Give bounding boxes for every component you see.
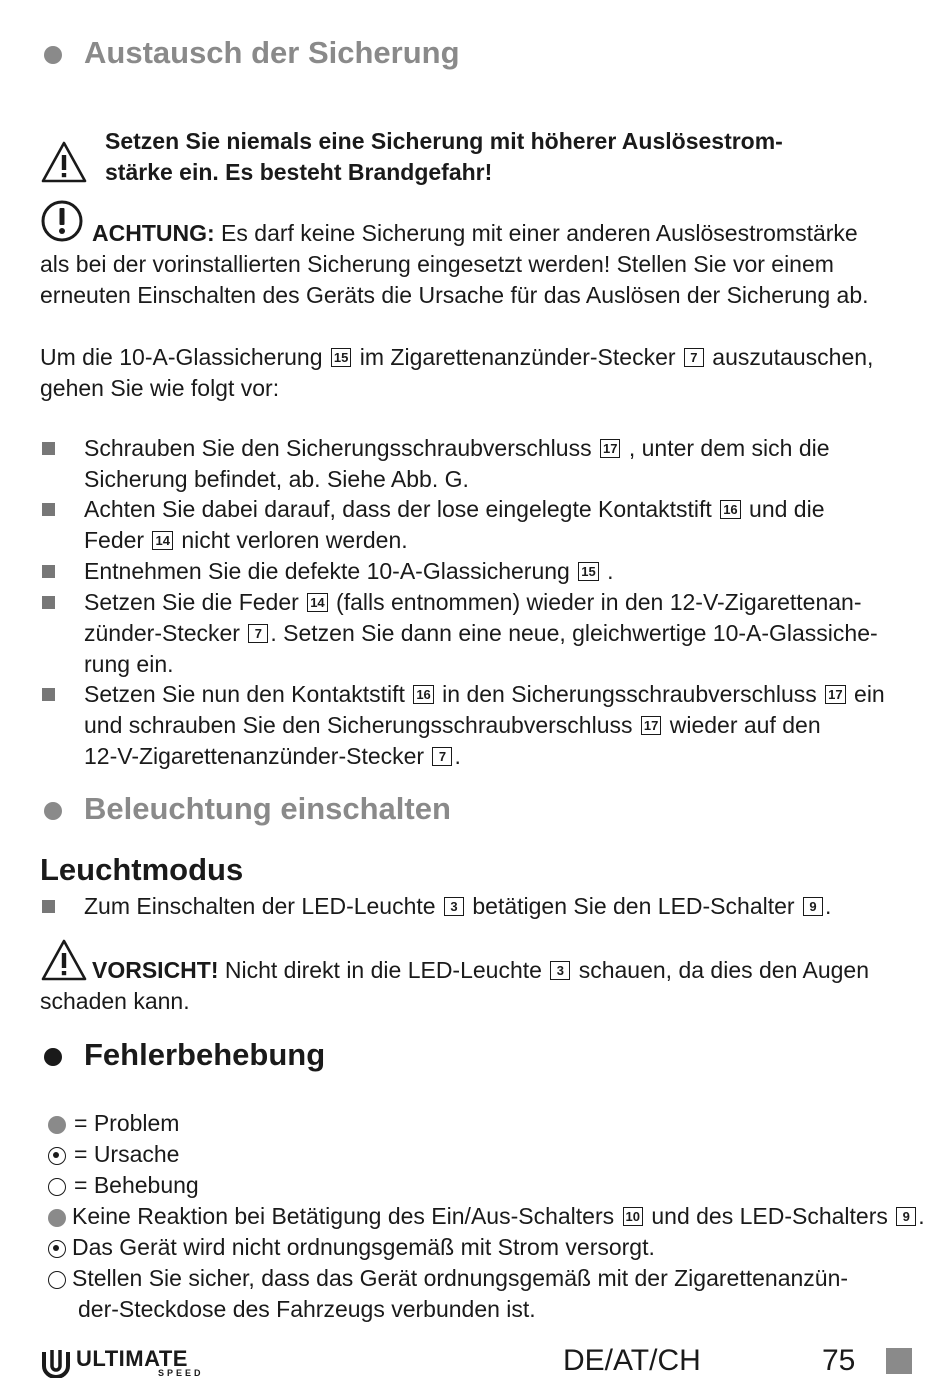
list-item: [84, 679, 914, 772]
vorsicht-text-a: Nicht direkt in die LED-Leuchte: [218, 957, 549, 983]
vorsicht-line1: [92, 955, 869, 986]
heading-bullet: [44, 1048, 62, 1066]
item-text: wieder auf den: [663, 712, 821, 738]
ref-box: 17: [825, 685, 845, 704]
item-text: und die: [742, 496, 825, 522]
fire-warning-line1: Setzen Sie niemals eine Sicherung mit höherer Auslösestrom-: [105, 128, 783, 154]
item-text: nicht verloren werden.: [174, 527, 408, 553]
region-label: DE/AT/CH: [563, 1344, 701, 1377]
attention-exclamation-icon: [40, 200, 86, 242]
section-heading-troubleshooting: Fehlerbehebung: [84, 1037, 326, 1072]
heading-bullet: [44, 46, 62, 64]
list-bullet: [42, 688, 55, 701]
open-circle-icon: [48, 1271, 66, 1289]
item-text: Setzen Sie die Feder: [84, 589, 306, 615]
list-bullet: [42, 503, 55, 516]
achtung-line1: [92, 218, 858, 249]
item-text: (falls entnommen) wieder in den 12-V-Zigarettenan-: [329, 589, 862, 615]
fire-warning-line2: stärke ein. Es besteht Brandgefahr!: [105, 159, 493, 185]
filled-circle-icon: [48, 1209, 66, 1227]
fix-row: [48, 1263, 848, 1294]
legend-problem: [48, 1108, 179, 1139]
ref-box: 15: [331, 348, 351, 367]
ref-box: 14: [152, 531, 172, 550]
item-text: .: [600, 558, 614, 584]
ref-box: 15: [578, 562, 598, 581]
item-text: Achten Sie dabei darauf, dass der lose eingelegte Kontaktstift: [84, 496, 719, 522]
item-text: zünder-Stecker: [84, 620, 247, 646]
ref-box: 7: [684, 348, 704, 367]
vorsicht-label: VORSICHT!: [92, 957, 219, 983]
item-text: .: [454, 743, 461, 769]
item-text: Zum Einschalten der LED-Leuchte: [84, 893, 442, 919]
item-text: und schrauben Sie den Sicherungsschraubverschluss: [84, 712, 639, 738]
fix-text: Stellen Sie sicher, dass das Gerät ordnungsgemäß mit der Zigarettenanzün-: [72, 1265, 849, 1291]
ref-box: 7: [432, 747, 452, 766]
legend-fix: [48, 1170, 199, 1201]
brand-logo-icon: [40, 1346, 72, 1378]
page-marker: [886, 1348, 912, 1374]
list-item: [84, 587, 914, 680]
intro-text-c: auszutauschen,: [705, 344, 874, 370]
ref-box: 17: [641, 716, 661, 735]
warning-triangle-icon: [40, 140, 88, 184]
legend-text: = Problem: [74, 1110, 180, 1136]
ref-box: 17: [600, 439, 620, 458]
heading-bullet: [44, 802, 62, 820]
fix-row-line2: der-Steckdose des Fahrzeugs verbunden ist.: [78, 1296, 536, 1322]
item-text: rung ein.: [84, 651, 174, 677]
item-text: . Setzen Sie dann eine neue, gleichwertige 10-A-Glassiche-: [270, 620, 878, 646]
vorsicht-text-b: schauen, da dies den Augen: [572, 957, 870, 983]
item-text: Feder: [84, 527, 151, 553]
ref-box: 3: [444, 897, 464, 916]
legend-text: = Ursache: [74, 1141, 180, 1167]
section-heading-fuse: Austausch der Sicherung: [84, 35, 460, 70]
problem-text: und des LED-Schalters: [644, 1203, 895, 1229]
intro-text-b: im Zigarettenanzünder-Stecker: [353, 344, 682, 370]
caution-triangle-icon: [40, 938, 88, 982]
achtung-label: ACHTUNG:: [92, 220, 215, 246]
open-circle-icon: [48, 1178, 66, 1196]
list-bullet: [42, 565, 55, 578]
intro-text-a: Um die 10-A-Glassicherung: [40, 344, 329, 370]
list-bullet: [42, 900, 55, 913]
ref-box: 16: [720, 500, 740, 519]
item-text: betätigen Sie den LED-Schalter: [465, 893, 801, 919]
list-item: [84, 891, 914, 922]
page-number: 75: [822, 1344, 856, 1377]
problem-text: Keine Reaktion bei Betätigung des Ein/Aus-Schalters: [72, 1203, 621, 1229]
item-text: Setzen Sie nun den Kontaktstift: [84, 681, 412, 707]
brand-name: ULTIMATE: [76, 1346, 188, 1371]
achtung-line3: erneuten Einschalten des Geräts die Ursache für das Auslösen der Sicherung ab.: [40, 282, 869, 308]
problem-row: [48, 1201, 928, 1232]
achtung-line2: als bei der vorinstallierten Sicherung eingesetzt werden! Stellen Sie vor einem: [40, 251, 834, 277]
cause-text: Das Gerät wird nicht ordnungsgemäß mit Strom versorgt.: [72, 1234, 655, 1260]
ref-box: 9: [896, 1207, 916, 1226]
list-bullet: [42, 596, 55, 609]
ref-box: 9: [803, 897, 823, 916]
dot-circle-icon: [48, 1147, 66, 1165]
ref-box: 10: [623, 1207, 643, 1226]
item-text: in den Sicherungsschraubverschluss: [435, 681, 824, 707]
vorsicht-line2: schaden kann.: [40, 988, 190, 1014]
cause-row: [48, 1232, 655, 1263]
item-text: 12-V-Zigarettenanzünder-Stecker: [84, 743, 431, 769]
problem-text: .: [918, 1203, 925, 1229]
filled-circle-icon: [48, 1116, 66, 1134]
dot-circle-icon: [48, 1240, 66, 1258]
ref-box: 7: [248, 624, 268, 643]
ref-box: 14: [307, 593, 327, 612]
item-text: ein: [847, 681, 885, 707]
item-text: Sicherung befindet, ab. Siehe Abb. G.: [84, 466, 469, 492]
intro-line2: gehen Sie wie folgt vor:: [40, 375, 280, 401]
legend-cause: [48, 1139, 179, 1170]
item-text: .: [824, 893, 832, 919]
section-heading-lighting: Beleuchtung einschalten: [84, 791, 451, 826]
subheading-light-mode: Leuchtmodus: [40, 852, 244, 887]
item-text: Schrauben Sie den Sicherungsschraubverschluss: [84, 435, 598, 461]
intro-line1: [40, 342, 873, 373]
list-item: [84, 433, 914, 495]
item-text: Entnehmen Sie die defekte 10-A-Glassicherung: [84, 558, 577, 584]
list-bullet: [42, 442, 55, 455]
legend-text: = Behebung: [74, 1172, 199, 1198]
achtung-text: Es darf keine Sicherung mit einer anderen Auslösestromstärke: [214, 220, 858, 246]
list-item: [84, 556, 914, 587]
ref-box: 16: [413, 685, 433, 704]
item-text: , unter dem sich die: [622, 435, 830, 461]
ref-box: 3: [550, 961, 570, 980]
list-item: [84, 494, 914, 556]
brand-subtitle: SPEED: [158, 1368, 204, 1378]
